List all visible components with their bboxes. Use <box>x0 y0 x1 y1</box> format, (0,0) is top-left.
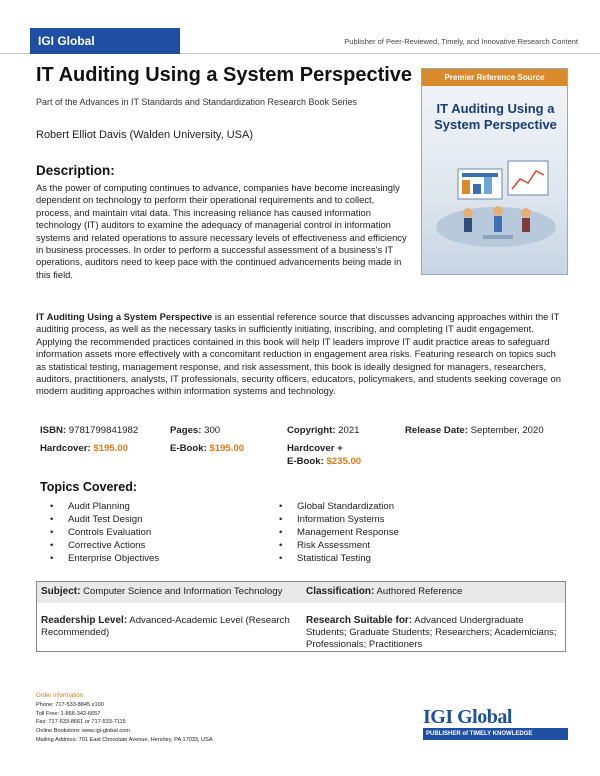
release-label: Release Date: <box>405 425 468 436</box>
copyright-label: Copyright: <box>287 425 336 436</box>
order-toll-free: Toll Free: 1-866-342-6657 <box>36 710 101 717</box>
bundle-row-2 <box>287 456 361 467</box>
logo-wordmark: IGI Global <box>423 706 512 728</box>
cover-title: IT Auditing Using a System Perspective <box>434 101 557 132</box>
suitable-value: Advanced Undergraduate Students; Graduate Students; Researchers; Academicians; Professionals; Practitioners <box>306 615 557 650</box>
topic-item: • Corrective Actions <box>50 539 159 552</box>
hardcover-price[interactable]: $195.00 <box>93 443 129 454</box>
book-title: IT Auditing Using a System Perspective <box>36 64 413 86</box>
brand-tab[interactable]: IGI Global <box>30 28 180 54</box>
order-information <box>36 692 213 745</box>
logo-tagline-bar: PUBLISHER of TIMELY KNOWLEDGE <box>423 728 568 740</box>
isbn-row <box>40 425 138 436</box>
classification-cell <box>306 586 561 598</box>
book-author: Robert Elliot Davis (Walden University, USA) <box>36 129 254 141</box>
isbn-value: 9781799841982 <box>68 425 139 436</box>
subject-label: Subject: <box>41 586 81 597</box>
release-row <box>405 425 544 436</box>
header-bar <box>0 28 600 54</box>
bundle-label-line2: E-Book: <box>287 456 324 467</box>
topic-item: • Risk Assessment <box>279 539 399 552</box>
pages-label: Pages: <box>170 425 202 436</box>
topics-list-left <box>50 500 159 565</box>
book-series: Part of the Advances in IT Standards and Standardization Research Book Series <box>36 97 358 107</box>
readership-cell <box>41 615 303 639</box>
cover-illustration <box>428 149 563 275</box>
bundle-price[interactable]: $235.00 <box>326 456 362 467</box>
summary-paragraph <box>36 311 566 398</box>
topic-item: • Enterprise Objectives <box>50 552 159 565</box>
topic-item: • Management Response <box>279 526 399 539</box>
topic-item: • Audit Planning <box>50 500 159 513</box>
igi-global-logo[interactable] <box>423 706 571 742</box>
topic-item: • Audit Test Design <box>50 513 159 526</box>
copyright-row <box>287 425 360 436</box>
bundle-row <box>287 443 343 454</box>
book-cover-image <box>421 68 568 275</box>
readership-label: Readership Level: <box>41 615 128 626</box>
hardcover-row <box>40 443 128 454</box>
ebook-row <box>170 443 244 454</box>
pages-value: 300 <box>204 425 221 436</box>
isbn-label: ISBN: <box>40 425 67 436</box>
topic-item: • Global Standardization <box>279 500 399 513</box>
order-fax: Fax: 717-533-8661 or 717-533-7115 <box>36 719 126 726</box>
copyright-value: 2021 <box>338 425 360 436</box>
order-address: Mailing Address: 701 East Chocolate Avenue, Hershey, PA 17033, USA <box>36 736 213 743</box>
subject-value: Computer Science and Information Technology <box>83 586 283 597</box>
topic-item: • Statistical Testing <box>279 552 399 565</box>
topics-heading: Topics Covered: <box>40 480 138 494</box>
cover-illustration-graphic <box>428 149 563 269</box>
readership-value: Advanced-Academic Level (Research Recommended) <box>41 615 290 638</box>
ebook-price[interactable]: $195.00 <box>209 443 245 454</box>
order-heading: Order Information <box>36 693 84 699</box>
description-heading: Description: <box>36 163 115 178</box>
suitable-label: Research Suitable for: <box>306 615 413 626</box>
release-value: September, 2020 <box>470 425 544 436</box>
description-paragraph: As the power of computing continues to advance, companies have become increasingly dependent on technology to perform their operational requirements and to collect, process, and maintain vital data. This increasing reliance has caused information technology (IT) auditors to examine the adequacy of managerial control in information systems and related operations to assure necessary levels of effectiveness and efficiency in business processes. In order to perform a successful assessment of a business's IT operations, auditors need to keep pace with the continued advancements being made in this field. <box>36 182 407 280</box>
topic-item: • Information Systems <box>279 513 399 526</box>
classification-box <box>36 581 566 652</box>
topics-list-right <box>279 500 399 565</box>
topic-item: • Controls Evaluation <box>50 526 159 539</box>
classification-value: Authored Reference <box>376 586 463 597</box>
cover-band: Premier Reference Source <box>422 69 567 86</box>
hardcover-label: Hardcover: <box>40 443 91 454</box>
bundle-label-line1: Hardcover + <box>287 443 343 454</box>
classification-label: Classification: <box>306 586 375 597</box>
order-online[interactable]: Online Bookstore: www.igi-global.com <box>36 728 130 735</box>
order-phone: Phone: 717-533-8845 x100 <box>36 701 104 708</box>
publisher-tagline: Publisher of Peer-Reviewed, Timely, and Innovative Research Content <box>344 37 578 46</box>
summary-lead-title: IT Auditing Using a System Perspective <box>36 311 213 322</box>
subject-cell <box>41 586 291 598</box>
ebook-label: E-Book: <box>170 443 207 454</box>
suitable-cell <box>306 615 562 651</box>
pages-row <box>170 425 220 436</box>
summary-body: is an essential reference source that discusses advancing approaches within the IT auditing process, as well as the necessary tasks in sufficiently initiating, inscribing, and completing IT audit engagement. Applying the recommended practices contained in this book will help IT leaders improve IT audit practice areas to safeguard information assets more effectively with a concomitant reduction in engagement area risks. Featuring research on topics such as statistical testing, management response, and risk assessment, this book is ideally designed for managers, researchers, auditors, practitioners, analysts, IT professionals, security officers, educators, policymakers, and students seeking coverage on modern auditing approaches within information systems and technology. <box>36 311 561 397</box>
